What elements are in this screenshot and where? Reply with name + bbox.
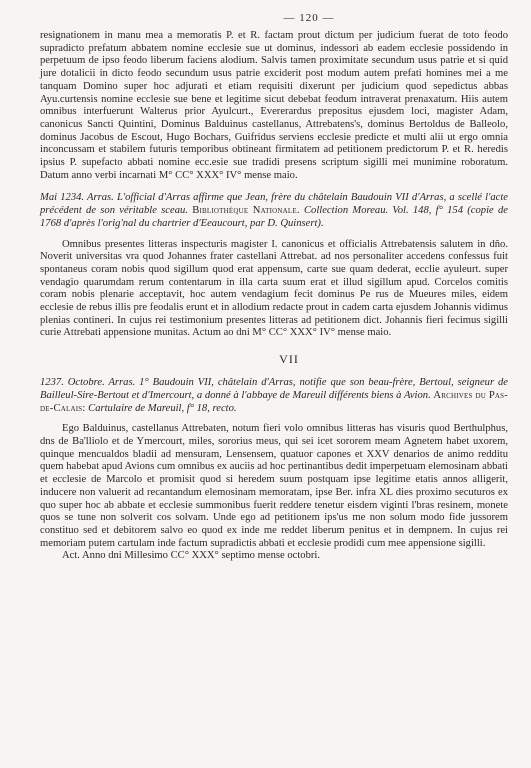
page-number: — 120 —: [283, 12, 335, 24]
regest-1237-summary: 1237. Octobre. Arras. 1° Baudouin VII, châtelain d'Arras, notifie que son beau-frère, Bertoul, seigneur de Bailleul-Sire-Bertout et d'Imercourt, a donné à l'abbaye de Mareuil différents biens à Avion.: [40, 377, 508, 401]
regest-1237-archive: Archives du Pas-de-Calais:: [40, 389, 508, 414]
regest-1234-summary: Mai 1234. Arras. L'official d'Arras affirme que Jean, frère du châtelain Baudouin VII d'Arras, a scellé l'acte précédent de son véritable sceau.: [40, 192, 508, 217]
charter-text-continuation: resignationem in manu mea a memoratis P. et R. factam prout dictum per judicium fuerat de toto feodo supradicto prefatum abbatem nomine ecclesie sue ut dominus, indessori ab eadem ecclesie possidendo in perpetuum de ipso feodo liberum faciens alodium. Salvis tamen proximitate secundum usus patrie et si quid jure dotalicii in dicto feodo secundum usus patrie exciderit post modum autem prefati homines mei a me tanquam Domino super hoc adjurati et etiam requisiti dixerunt per judicium quod sepedictus abbas Ayu.curtensis nomine ecclesie sue bene et legitime sicut debebat feodum intraverat prenaxatum. Hiis autem omnibus interfuerunt Walterus prior Ayulcurt., Evererardus prepositus ejusdem loci, magister Adam, canonicus Sancti Quintini, Dominus Balduinus castellanus, Attrebatens's, dominus Bertoldus de Balleolo, dominus Jacobus de Escout, Hugo Bochars, Guifridus serviens ecclesie predicte et multi alii ut ergo omnia inconcussam et stabilem futuris temporibus obtineant firmitatem ad petitionem predictorum P. et R. heredis ipsius P. supefacto abbati nomine ecc.esie sue tradidi presens scriptum sigilli mei munimine roboratum. Datum anno verbi incarnati M° CC° XXX° IV° mense maio.: [40, 30, 508, 181]
charter-1237-text: Ego Balduinus, castellanus Attrebaten, notum fieri volo omnibus litteras has visuris quod Berthulphus, dns de Ba'lliolo et de Ymercourt, miles, sororius meus, qui sei icet sororem meam Agnetem habet uxorem, quinque mencualdos bladii ad mensuram, Lensensem, quatuor capones et XXV denarios de animo redditu quem habebat apud Avions cum omnibus ex auciis ad hoc pertinantibus dedit imperpetuam elemosinam abbati et ecclesie de Marcolo et promisit quod si heredem suum postquam ipse legitime etatis annos alligerit, inducere non valuerit ad recantandum elemosinam memoratam, ipse Ber. infra XL dies proximo secuturos ex quo super hoc ab abbate et ecclesie summonibus fuerit reddere tenetur eisdem viginti l'bras resinem, monete quos se tune non solverit cos solvam. Unde ego ad petitionem ips'us me non solum modo fide jussorem constituo sed et debitorem salvo eo quod ex inde me reddet liberum penitus et in dempnem. In cujus rei memoriam putem cartulam inde factum supradictis abbati et ecclesie prodidi cum mee appensione sigilli.: [40, 423, 508, 549]
document-page: [40, 12, 508, 762]
charter-1237-date: Act. Anno dni Millesimo CC° XXX° septimo mense octobri.: [62, 550, 320, 562]
regest-1237-source: Cartulaire de Mareuil, f° 18, recto.: [85, 402, 237, 414]
regest-1237: [40, 377, 508, 415]
charter-1234-text: Omnibus presentes litteras inspecturis magister I. canonicus et officialis Attrebatensis salutem in dño. Noverit universitas vra quod Johannes frater castellani Attrebat. ad nos personaliter accedens confessus fuit spontaneus coram nobis quod sigillum quod erat appensum, carte sue quam dederat, ecclie ayuleurt. super vendagio quarumdam rerum contentarum in illa carta suum erat et illud sigillum apud. Corcelos comitis coram nobis plenarie acceptavit, hoc autem vendagium fecit dominus Pe rus de Mueures miles, eidem ecclesie de rebus illis pre feodalis erunt et in allodium redacte prout in cadem carta ejusdem Johannis vidimus plenias contineri. In cujus rei testimonium presentes litteras ad petitionem dict. Johannis fieri fecimus sigilli curie Attrebati appensione munitas. Actum ao dni M° CC° XXX° IV° mense maio.: [40, 238, 508, 339]
regest-1234-source: Collection Moreau. Vol. 148, f° 154 (copie de 1768 d'après l'orig'nal du chartrier d'Eeaucourt, par D. Quinsert).: [40, 205, 508, 229]
section-numeral: VII: [279, 352, 299, 367]
regest-1234: [40, 192, 508, 230]
regest-1234-archive: Bibliothèque Nationale.: [192, 205, 300, 217]
